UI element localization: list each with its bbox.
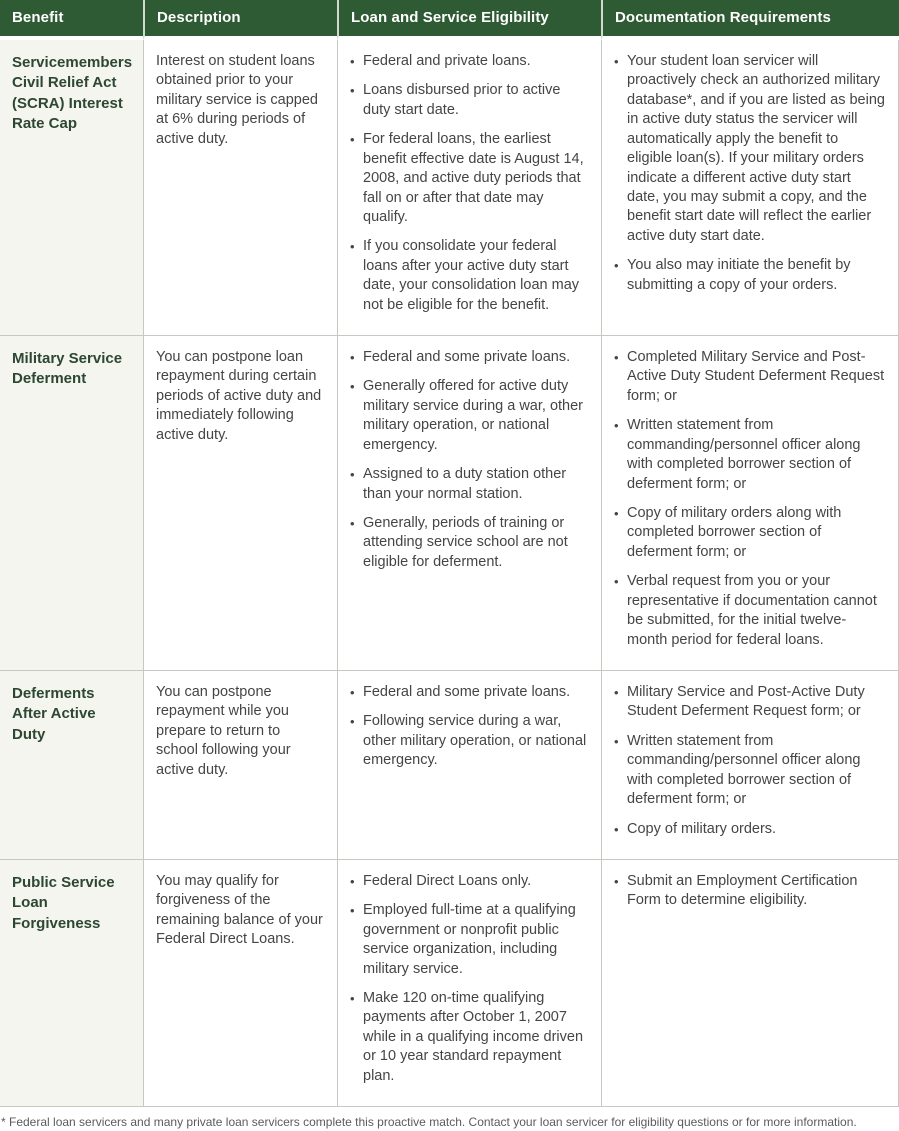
benefit-description: You may qualify for forgiveness of the remaining balance of your Federal Direct Loans. xyxy=(143,860,337,1107)
bullet-item: • Assigned to a duty station other than your normal station. xyxy=(350,465,589,504)
bullet-item: • Federal Direct Loans only. xyxy=(350,872,589,891)
bullet-item: • Federal and some private loans. xyxy=(350,348,589,367)
eligibility-list xyxy=(350,683,589,771)
table-row xyxy=(0,336,899,671)
bullet-item: • Loans disbursed prior to active duty start date. xyxy=(350,81,589,120)
eligibility-list xyxy=(350,52,589,315)
benefit-name: Servicemembers Civil Relief Act (SCRA) Interest Rate Cap xyxy=(0,40,143,336)
bullet-item: • Generally, periods of training or attending service school are not eligible for deferment. xyxy=(350,514,589,572)
eligibility-cell xyxy=(337,671,601,860)
benefit-description: Interest on student loans obtained prior to your military service is capped at 6% during periods of active duty. xyxy=(143,40,337,336)
table-row xyxy=(0,860,899,1107)
benefit-name: Public Service Loan Forgiveness xyxy=(0,860,143,1107)
column-header-eligibility: Loan and Service Eligibility xyxy=(337,0,601,40)
bullet-item: • Submit an Employment Certification Form to determine eligibility. xyxy=(614,872,886,911)
documentation-cell xyxy=(601,860,899,1107)
table-row xyxy=(0,671,899,860)
documentation-cell xyxy=(601,40,899,336)
bullet-item: • Copy of military orders. xyxy=(614,820,886,839)
bullet-item: • Make 120 on-time qualifying payments after October 1, 2007 while in a qualifying income driven or 10 year standard repayment plan. xyxy=(350,989,589,1086)
eligibility-cell xyxy=(337,860,601,1107)
bullet-item: • Federal and private loans. xyxy=(350,52,589,71)
bullet-item: • You also may initiate the benefit by submitting a copy of your orders. xyxy=(614,256,886,295)
documentation-list xyxy=(614,348,886,650)
table-footnote: * Federal loan servicers and many private loan servicers complete this proactive match. Contact your loan servicer for eligibility questions or for more information. xyxy=(1,1115,857,1130)
bullet-item: • Generally offered for active duty military service during a war, other military operation, or national emergency. xyxy=(350,377,589,455)
documentation-cell xyxy=(601,336,899,671)
eligibility-list xyxy=(350,872,589,1086)
documentation-cell xyxy=(601,671,899,860)
eligibility-cell xyxy=(337,336,601,671)
benefit-name: Military Service Deferment xyxy=(0,336,143,671)
eligibility-list xyxy=(350,348,589,572)
documentation-list xyxy=(614,683,886,839)
bullet-item: • Employed full-time at a qualifying government or nonprofit public service organization, including military service. xyxy=(350,901,589,979)
eligibility-cell xyxy=(337,40,601,336)
bullet-item: • Completed Military Service and Post-Active Duty Student Deferment Request form; or xyxy=(614,348,886,406)
benefit-description: You can postpone loan repayment during certain periods of active duty and immediately following active duty. xyxy=(143,336,337,671)
documentation-list xyxy=(614,52,886,295)
bullet-item: • Written statement from commanding/personnel officer along with completed borrower section of deferment form; or xyxy=(614,416,886,494)
column-header-documentation: Documentation Requirements xyxy=(601,0,899,40)
column-header-description: Description xyxy=(143,0,337,40)
bullet-item: • For federal loans, the earliest benefit effective date is August 14, 2008, and active duty periods that fall on or after that date may qualify. xyxy=(350,130,589,227)
benefit-name: Deferments After Active Duty xyxy=(0,671,143,860)
bullet-item: • Verbal request from you or your representative if documentation cannot be submitted, for the initial twelve-month period for federal loans. xyxy=(614,572,886,650)
bullet-item: • If you consolidate your federal loans after your active duty start date, your consolidation loan may not be eligible for the benefit. xyxy=(350,237,589,315)
benefit-description: You can postpone repayment while you prepare to return to school following your active duty. xyxy=(143,671,337,860)
bullet-item: • Written statement from commanding/personnel officer along with completed borrower section of deferment form; or xyxy=(614,732,886,810)
bullet-item: • Copy of military orders along with completed borrower section of deferment form; or xyxy=(614,504,886,562)
bullet-item: • Following service during a war, other military operation, or national emergency. xyxy=(350,712,589,770)
table-row xyxy=(0,40,899,336)
column-header-benefit: Benefit xyxy=(0,0,143,40)
documentation-list xyxy=(614,872,886,911)
table-header xyxy=(0,0,899,40)
bullet-item: • Your student loan servicer will proactively check an authorized military database*, and if you are listed as being in active duty status the servicer will automatically apply the benefit to eligible loan(s). If your military orders indicate a different active duty start date, you may submit a copy, and the benefit start date will reflect the earlier active duty start date. xyxy=(614,52,886,246)
bullet-item: • Federal and some private loans. xyxy=(350,683,589,702)
bullet-item: • Military Service and Post-Active Duty Student Deferment Request form; or xyxy=(614,683,886,722)
